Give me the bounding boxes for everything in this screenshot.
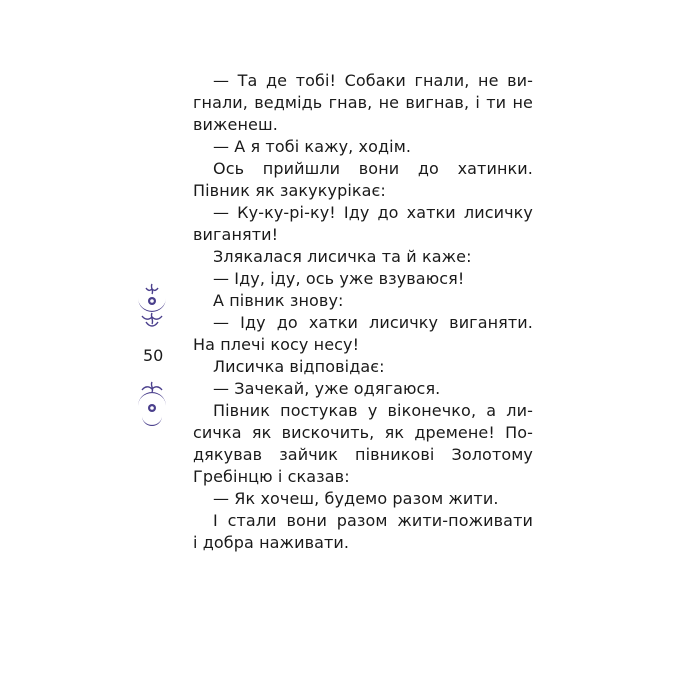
text-line: І стали вони разом жити-поживати <box>213 511 533 530</box>
text-line: виженеш. <box>193 115 278 134</box>
crescent-ornament-bottom-icon <box>132 378 172 428</box>
text-line: дякував зайчик півникові Золотому <box>193 445 533 464</box>
text-line: — Ку-ку-рі-ку! Іду до хатки лисичку <box>213 203 533 222</box>
page-number: 50 <box>143 346 164 365</box>
story-text <box>193 70 533 554</box>
text-line: Півник постукав у віконечко, а ли- <box>213 401 533 420</box>
text-line: — Та де тобі! Собаки гнали, не ви- <box>213 71 533 90</box>
text-line: — А я тобі кажу, ходім. <box>213 137 412 156</box>
text-line: Лисичка відповідає: <box>213 357 385 376</box>
text-line: і добра наживати. <box>193 533 350 552</box>
text-line: На плечі косу несу! <box>193 335 360 354</box>
crescent-ornament-top-icon <box>132 280 172 330</box>
text-line: виганяти! <box>193 225 279 244</box>
text-line: — Зачекай, уже одягаюся. <box>213 379 441 398</box>
text-line: Ось прийшли вони до хатинки. <box>213 159 533 178</box>
text-line: А півник знову: <box>213 291 344 310</box>
text-line: Півник як закукурікає: <box>193 181 386 200</box>
text-line: гнали, ведмідь гнав, не вигнав, і ти не <box>193 93 533 112</box>
text-line: — Як хочеш, будемо разом жити. <box>213 489 499 508</box>
text-line: — Іду до хатки лисичку виганяти. <box>213 313 533 332</box>
text-line: Злякалася лисичка та й каже: <box>213 247 472 266</box>
text-line: — Іду, іду, ось уже взуваюся! <box>213 269 465 288</box>
text-line: сичка як вискочить, як дремене! По- <box>193 423 533 442</box>
text-line: Гребінцю і сказав: <box>193 467 350 486</box>
